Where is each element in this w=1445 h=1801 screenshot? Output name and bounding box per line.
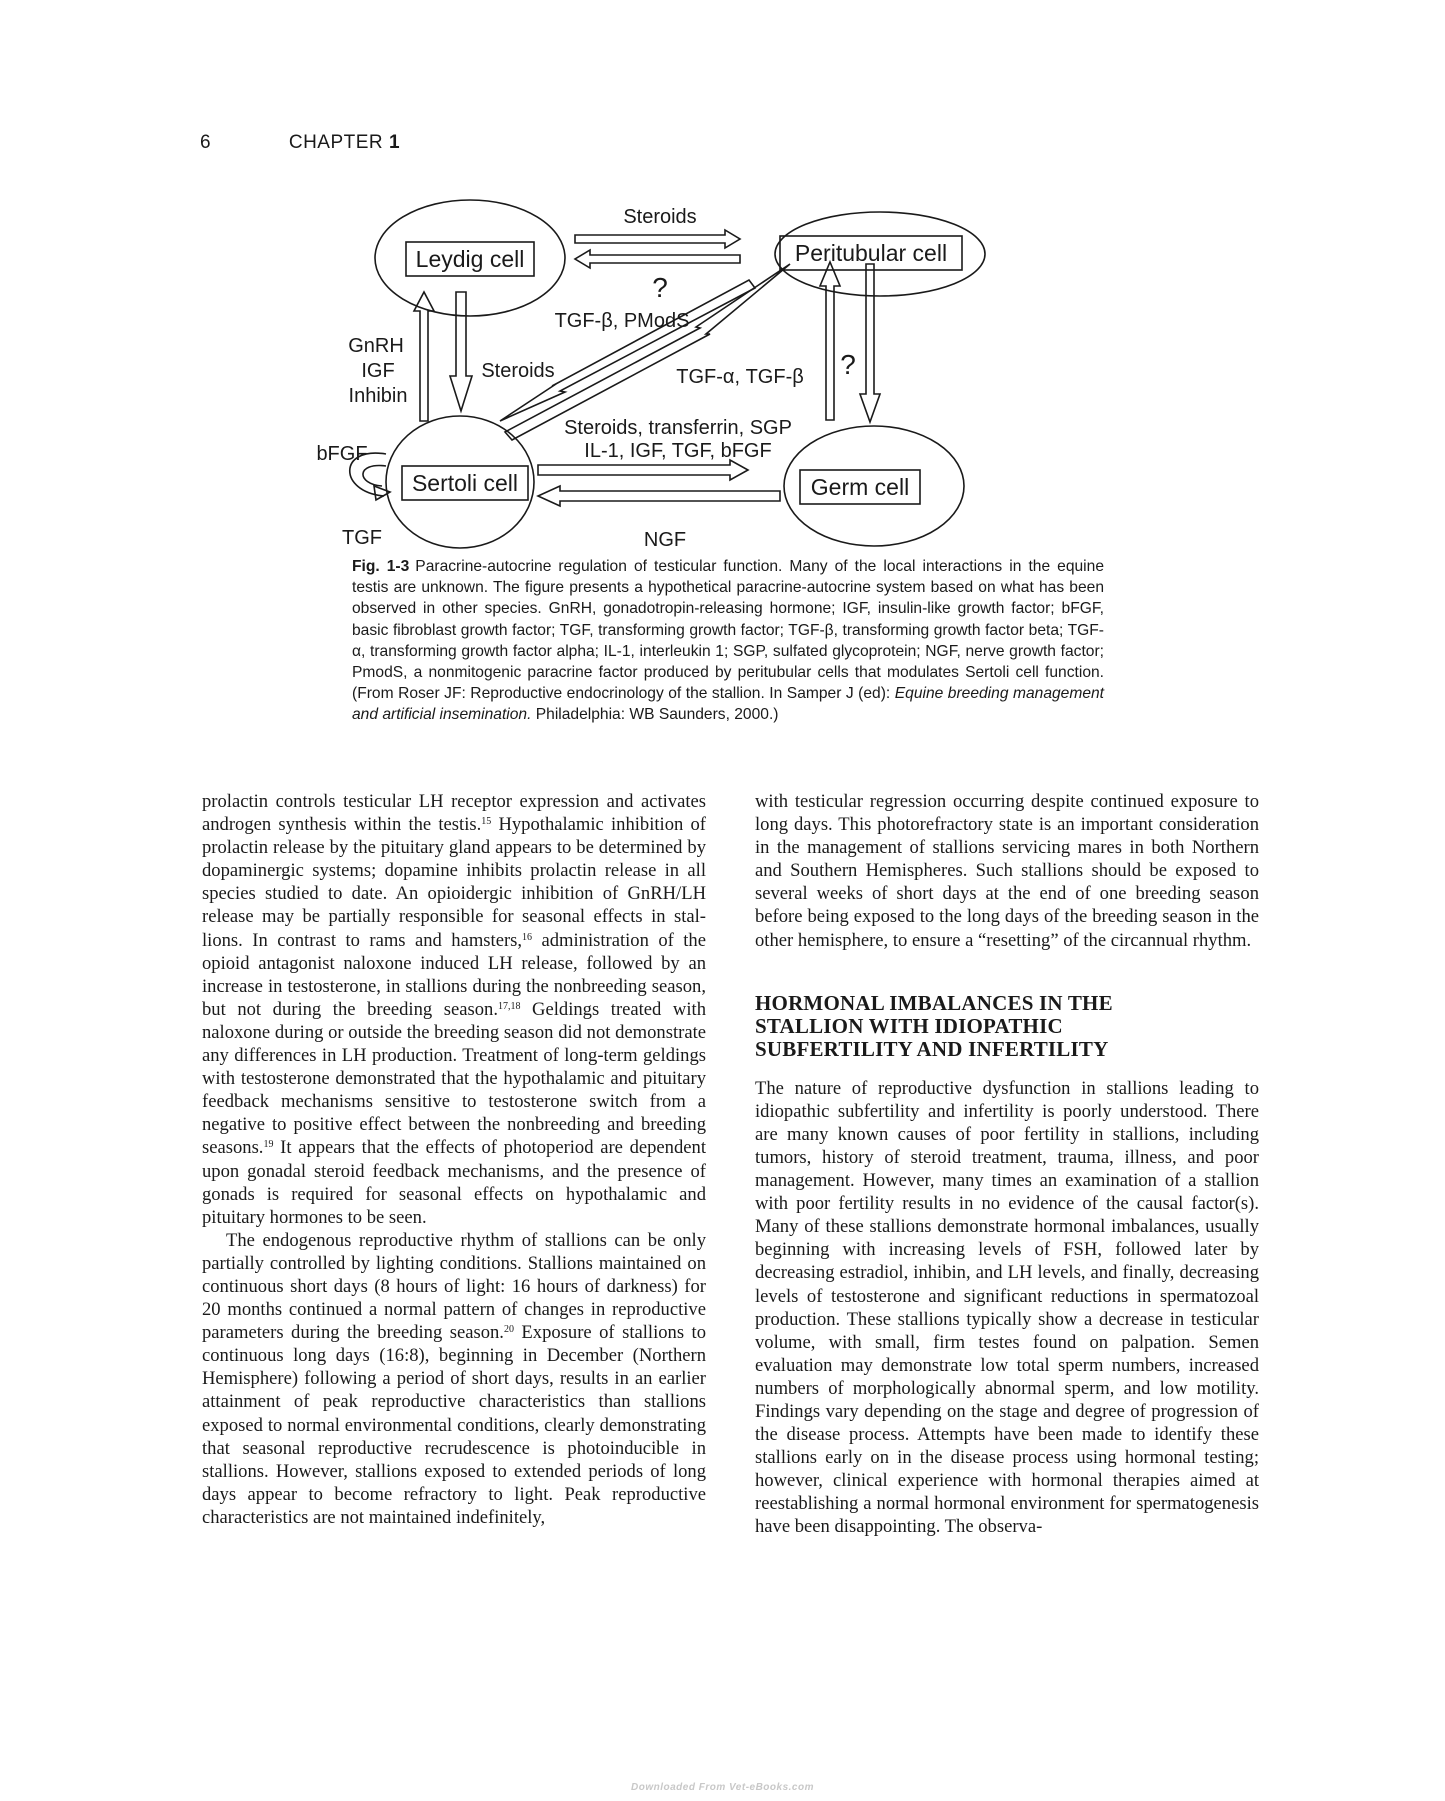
reference-superscript: 15 [481, 816, 492, 828]
reference-superscript: 19 [263, 1139, 274, 1151]
caption-book-title: Equine breeding management and artificial insemination. [352, 685, 1105, 724]
leydig-cell-label: Leydig cell [415, 246, 525, 272]
label-il1-igf: IL-1, IGF, TGF, bFGF [584, 440, 772, 462]
label-tgf-alpha-beta: TGF-α, TGF-β [676, 366, 804, 388]
right-paragraph-1: with testicular regression occurring despite continued exposure to long days. This photorefractory state is an important consideration in the management of stallions servicing mares in both Northern and Southern Hemispheres. Such stallions should be exposed to several weeks of short days at the end of one breeding season before being exposed to the long days of the breeding season in the other hemisphere, to ensure a “resetting” of the circannual rhythm. [755, 791, 1259, 951]
footer-watermark: Downloaded From Vet-eBooks.com [631, 1782, 814, 1793]
label-tgf-bottom: TGF [342, 527, 382, 549]
arrow-peritubular-to-leydig [575, 250, 740, 268]
text-span: Exposure of stallions to continuous long days (16:8), beginning in December (Northern Hemisphere) following a period of short days, results in an earlier attainment of peak reproductive characteristics than stallions exposed to normal environmental conditions, clearly demonstrating that seasonal reproductive recrudescence is photoinducible in stallions. However, stallions exposed to extended periods of long days appear to become refractory to light. Peak reproductive characteristics are not maintained indefinitely, [202, 1322, 706, 1528]
caption-citation-end: Philadelphia: WB Saunders, 2000.) [531, 706, 779, 724]
arrow-germ-to-sertoli [538, 486, 780, 506]
reference-superscript: 16 [522, 931, 533, 943]
label-steroids-transferrin: Steroids, transferrin, SGP [564, 417, 792, 439]
arrow-peritubular-to-sertoli [500, 280, 755, 421]
label-steroids-mid: Steroids [481, 360, 555, 382]
right-column [755, 790, 1259, 1539]
section-heading [755, 992, 1259, 1061]
reference-superscript: 20 [503, 1324, 514, 1336]
left-paragraph-2 [202, 1229, 706, 1529]
arrow-sertoli-to-leydig [414, 292, 434, 421]
peritubular-cell-label: Peritubular cell [794, 240, 948, 266]
chapter-label [289, 132, 400, 153]
label-tgf-pmods: TGF-β, PModS [554, 310, 690, 332]
arrow-leydig-to-sertoli [450, 292, 472, 411]
arrow-peritubular-to-germ [860, 264, 880, 422]
label-inhibin: Inhibin [348, 385, 408, 407]
arrow-germ-to-peritubular [820, 262, 840, 420]
heading-line-2: STALLION WITH IDIOPATHIC [755, 1013, 1063, 1038]
right-paragraph-2: The nature of reproductive dysfunction in stallions leading to idiopathic subfertility and infertility is poorly understood. There are many known causes of poor fertility in stallions, including tumors, history of steroid treatment, trauma, illness, and poor management. However, many times an examination of a stallion with poor fertility results in no evidence of the causal factor(s). Many of these stallions demonstrate hormonal imbalances, usually beginning with increasing levels of FSH, followed later by decreasing estradiol, inhibin, and LH levels, and finally, decreasing levels of testosterone and significant reductions in spermatozoal production. These stallions typically show a decrease in testicular volume, with small, firm testes found on palpation. Semen evaluation may demonstrate low total sperm numbers, increased numbers of morphologically abnormal sperm, and low motility. Findings vary depending on the stage and degree of progression of the disease process. Attempts have been made to identify these stallions early on in the disease process using hormonal testing; however, clinical experience with hormonal therapies aimed at reestablishing a normal hormonal environment for spermatogenesis have been disappointing. The observa- [755, 1077, 1259, 1538]
text-span: Hypothalamic inhibition of prolactin release by the pituitary gland appears to be determined by dopaminergic systems; dopamine inhibits prolactin release in all species studied to date. An opioidergic inhibition of GnRH/LH release may be partially responsible for seasonal effects in stallions. In contrast to rams and hamsters, [202, 814, 706, 951]
text-span: Geldings treated with naloxone during or outside the breeding season did not demonstrate any differences in LH production. Treatment of long-term geldings with testosterone demonstrated that the hypothalamic and pituitary feedback mechanisms sensitive to testosterone switch from a negative to positive effect between the nonbreeding and breeding seasons. [202, 998, 706, 1159]
sertoli-cell-label: Sertoli cell [411, 470, 519, 496]
label-question-right: ? [840, 349, 856, 380]
paracrine-diagram [316, 196, 1120, 556]
reference-superscript: 17,18 [497, 1000, 521, 1012]
figure-label: Fig. 1-3 [352, 558, 410, 575]
text-span: prolactin controls testicular LH receptor expression and activates androgen synthesis within the testis. [202, 791, 706, 836]
text-span: administration of the opioid antagonist naloxone induced LH release, followed by an increase in testosterone, in stallions during the nonbreeding season, but not during the breeding season. [202, 929, 706, 1020]
caption-main-text: Paracrine-autocrine regulation of testicular function. Many of the local interactions in the equine testis are unknown. The figure presents a hypothetical paracrine-autocrine system based on what has been observed in other species. GnRH, gonadotropin-releasing hormone; IGF, insulin-like growth factor; bFGF, basic fibroblast growth factor; TGF, transforming growth factor; TGF-β, transforming growth factor beta; TGF-α, transforming growth factor alpha; IL-1, interleukin 1; SGP, sulfated glycoprotein; NGF, nerve growth factor; PmodS, a nonmitogenic paracrine factor produced by peritubular cells that modulates Sertoli cell function. (From Roser JF: Reproductive endocrinology of the stallion. In Samper J (ed): [352, 558, 1104, 703]
left-column [202, 790, 706, 1529]
label-steroids-top: Steroids [623, 206, 697, 228]
label-ngf: NGF [643, 529, 687, 551]
running-header [200, 132, 400, 154]
heading-line-1: HORMONAL IMBALANCES IN THE [755, 990, 1113, 1015]
chapter-word: CHAPTER [288, 132, 384, 153]
arrow-sertoli-to-germ [538, 460, 748, 480]
text-span: The endogenous reproductive rhythm of stallions can be only partially controlled by lighting conditions. Stallions maintained on continuous short days (8 hours of light: 16 hours of darkness) for 20 months continued a normal pattern of changes in reproductive parameters during the breeding season. [202, 1229, 706, 1344]
label-question-top: ? [652, 272, 668, 303]
arrow-leydig-to-peritubular [575, 230, 740, 248]
autocrine-loop-inner [363, 466, 386, 486]
chapter-number: 1 [388, 132, 401, 153]
figure-caption [352, 556, 1104, 726]
left-paragraph-1 [202, 790, 706, 1229]
figure-diagram [316, 196, 1120, 556]
label-gnrh: GnRH [348, 335, 404, 357]
label-bfgf: bFGF [316, 443, 368, 465]
germ-cell-label: Germ cell [810, 474, 910, 500]
label-igf: IGF [361, 360, 395, 382]
page-number: 6 [200, 132, 212, 153]
text-span: It appears that the effects of photoperiod are dependent upon gonadal steroid feedback mechanisms, and the presence of gonads is required for seasonal effects on hypothalamic and pituitary hormones to be seen. [202, 1137, 706, 1228]
heading-line-3: SUBFERTILITY AND INFERTILITY [755, 1036, 1109, 1061]
